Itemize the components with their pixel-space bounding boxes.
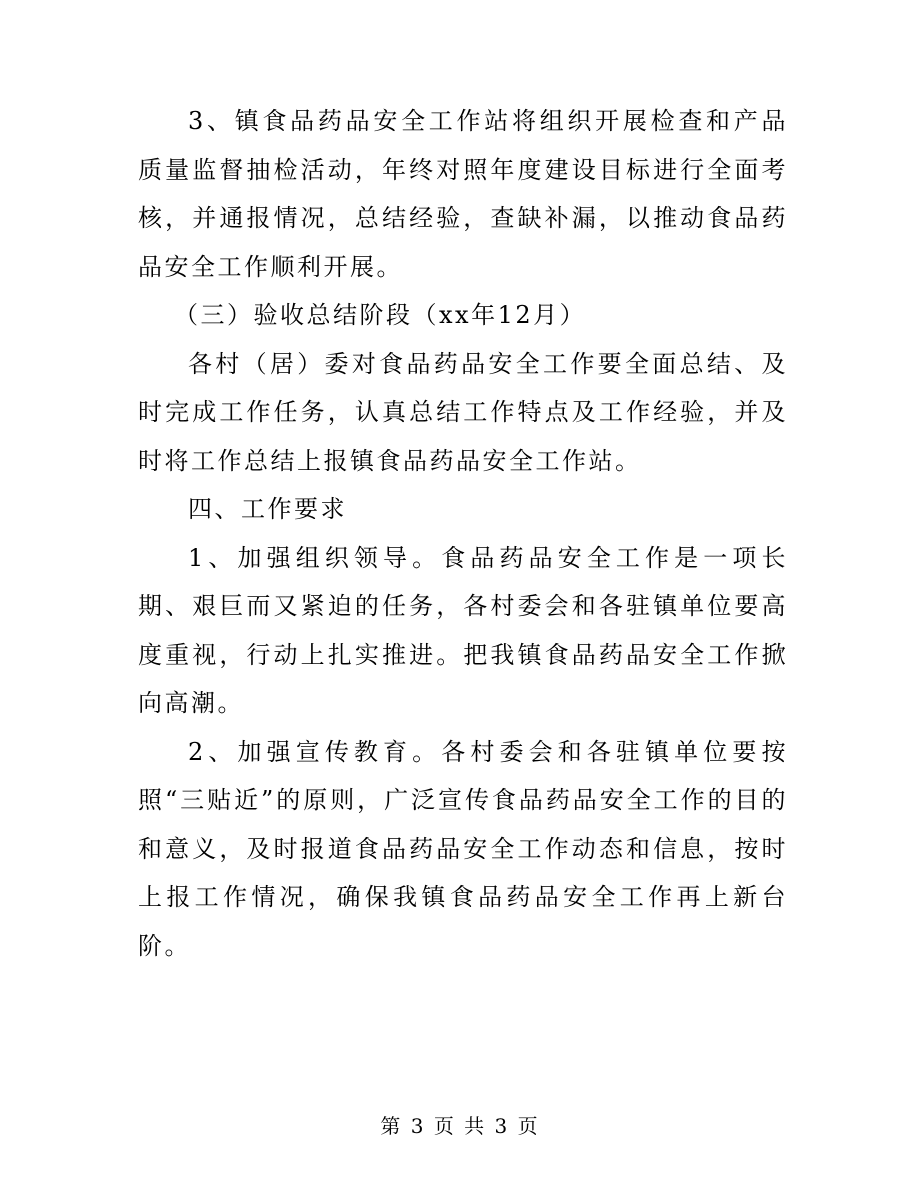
paragraph-summary: 各村（居）委对食品药品安全工作要全面总结、及时完成工作任务，认真总结工作特点及工作经验，并及时将工作总结上报镇食品药品安全工作站。 xyxy=(138,349,788,475)
paragraph-leadership: 1、加强组织领导。食品药品安全工作是一项长期、艰巨而又紧迫的任务，各村委会和各驻镇单位要高度重视，行动上扎实推进。把我镇食品药品安全工作掀向高潮。 xyxy=(138,543,788,717)
page-footer xyxy=(0,1110,920,1139)
section-heading-requirements: 四、工作要求 xyxy=(188,495,347,523)
section-heading-acceptance: （三）验收总结阶段（xx年12月） xyxy=(174,301,587,329)
paragraph-publicity: 2、加强宣传教育。各村委会和各驻镇单位要按照“三贴近”的原则，广泛宣传食品药品安全工作的目的和意义，及时报道食品药品安全工作动态和信息，按时上报工作情况，确保我镇食品药品安全工作再上新台阶。 xyxy=(138,737,788,960)
paragraph-inspection: 3、镇食品药品安全工作站将组织开展检查和产品质量监督抽检活动，年终对照年度建设目标进行全面考核，并通报情况，总结经验，查缺补漏，以推动食品药品安全工作顺利开展。 xyxy=(138,107,788,281)
document-body xyxy=(138,97,788,970)
page-number-label: 第 3 页 共 3 页 xyxy=(380,1114,540,1138)
